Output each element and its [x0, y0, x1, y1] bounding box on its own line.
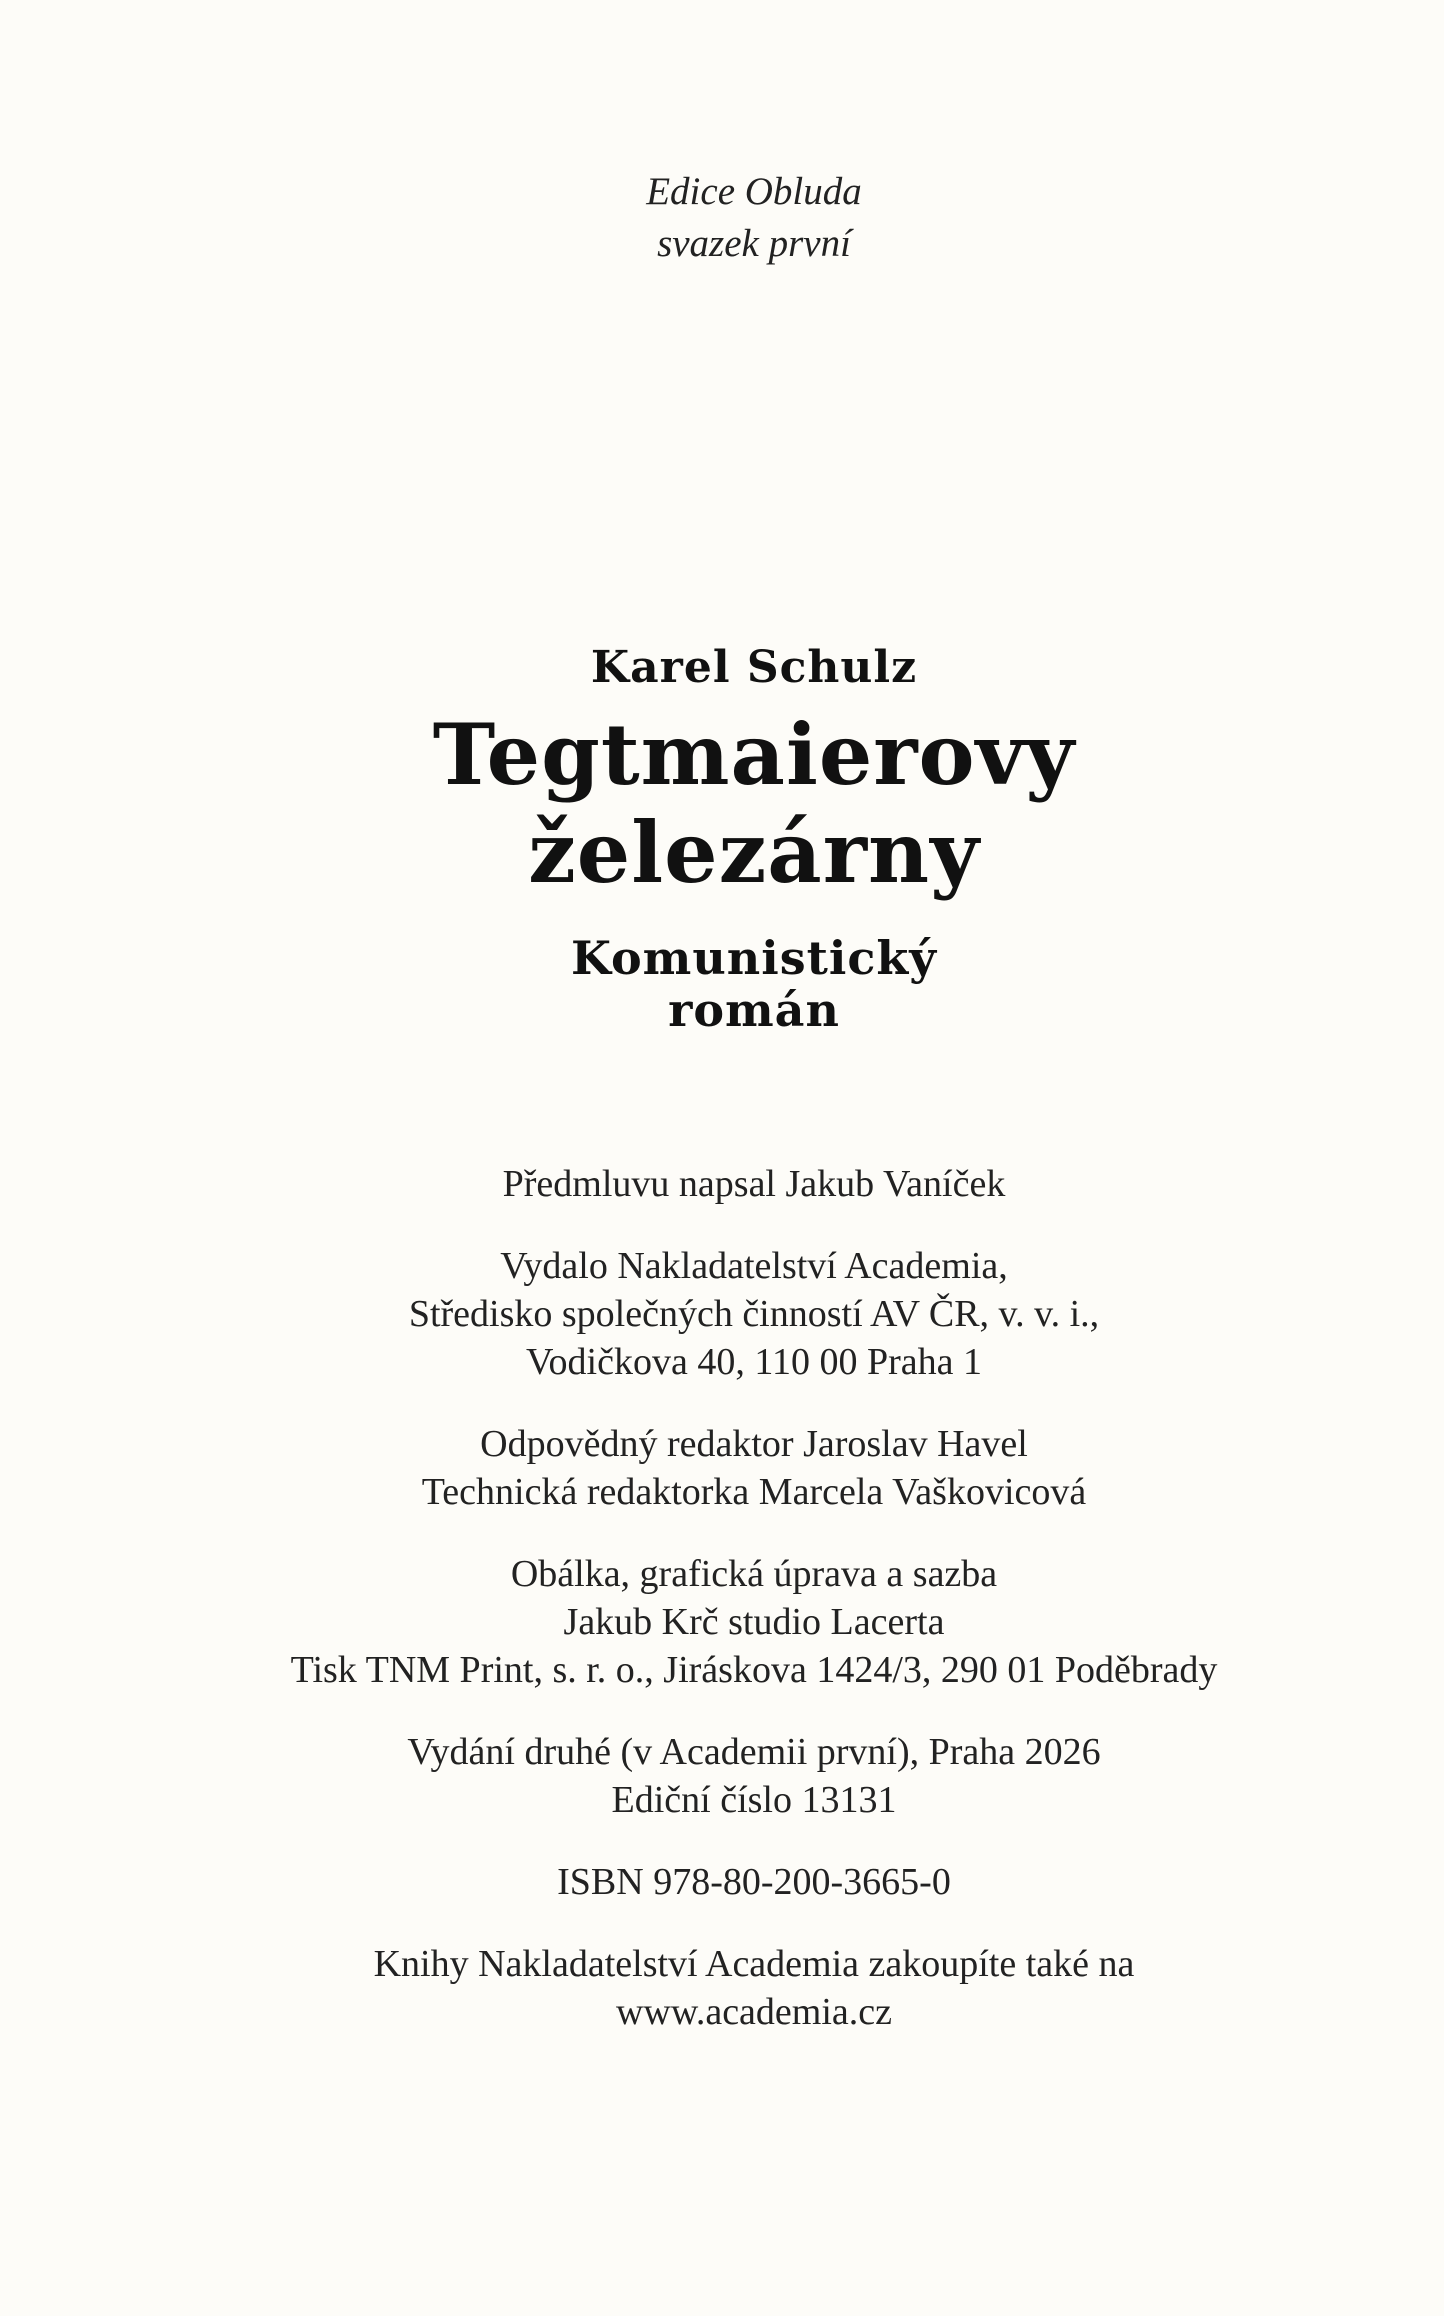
- title-block: [0, 640, 1444, 1036]
- isbn-info: [0, 1858, 1444, 1906]
- publisher-line-2: Středisko společných činností AV ČR, v. v. i.,: [408, 1293, 1100, 1335]
- editor-line-1: Odpovědný redaktor Jaroslav Havel: [480, 1423, 1028, 1465]
- series-info: [0, 166, 1444, 270]
- author-name: Karel Schulz: [590, 642, 918, 693]
- imprint-details: [0, 1160, 1444, 2070]
- shop-line-1: Knihy Nakladatelství Academia zakoupíte také na: [373, 1943, 1135, 1985]
- book-title: [0, 706, 1444, 902]
- publisher-line-1: Vydalo Nakladatelství Academia,: [500, 1245, 1008, 1287]
- editor-line-2: Technická redaktorka Marcela Vaškovicová: [421, 1471, 1087, 1513]
- preface-line: Předmluvu napsal Jakub Vaníček: [502, 1163, 1006, 1205]
- edition-line-1: Vydání druhé (v Academii první), Praha 2026: [407, 1731, 1101, 1773]
- book-subtitle-line-1: Komunistický: [571, 931, 937, 985]
- design-line-1: Obálka, grafická úprava a sazba: [510, 1553, 998, 1595]
- book-title-line-2: železárny: [528, 803, 980, 902]
- editors-info: [0, 1420, 1444, 1516]
- series-name: Edice Obluda: [646, 170, 862, 213]
- print-line: Tisk TNM Print, s. r. o., Jiráskova 1424/3, 290 01 Poděbrady: [290, 1649, 1218, 1691]
- book-subtitle: [0, 932, 1444, 1036]
- publisher-info: [0, 1242, 1444, 1386]
- publisher-line-3: Vodičkova 40, 110 00 Praha 1: [526, 1341, 982, 1383]
- isbn-line: ISBN 978-80-200-3665-0: [557, 1861, 951, 1903]
- shop-url: www.academia.cz: [615, 1991, 893, 2033]
- edition-info: [0, 1728, 1444, 1824]
- shop-info: [0, 1940, 1444, 2036]
- design-print-info: [0, 1550, 1444, 1694]
- book-title-line-1: Tegtmaierovy: [432, 705, 1076, 804]
- preface-credit: [0, 1160, 1444, 1208]
- series-volume: svazek první: [657, 222, 851, 265]
- book-subtitle-line-2: román: [668, 983, 840, 1037]
- edition-line-2: Ediční číslo 13131: [611, 1779, 897, 1821]
- design-line-2: Jakub Krč studio Lacerta: [563, 1601, 945, 1643]
